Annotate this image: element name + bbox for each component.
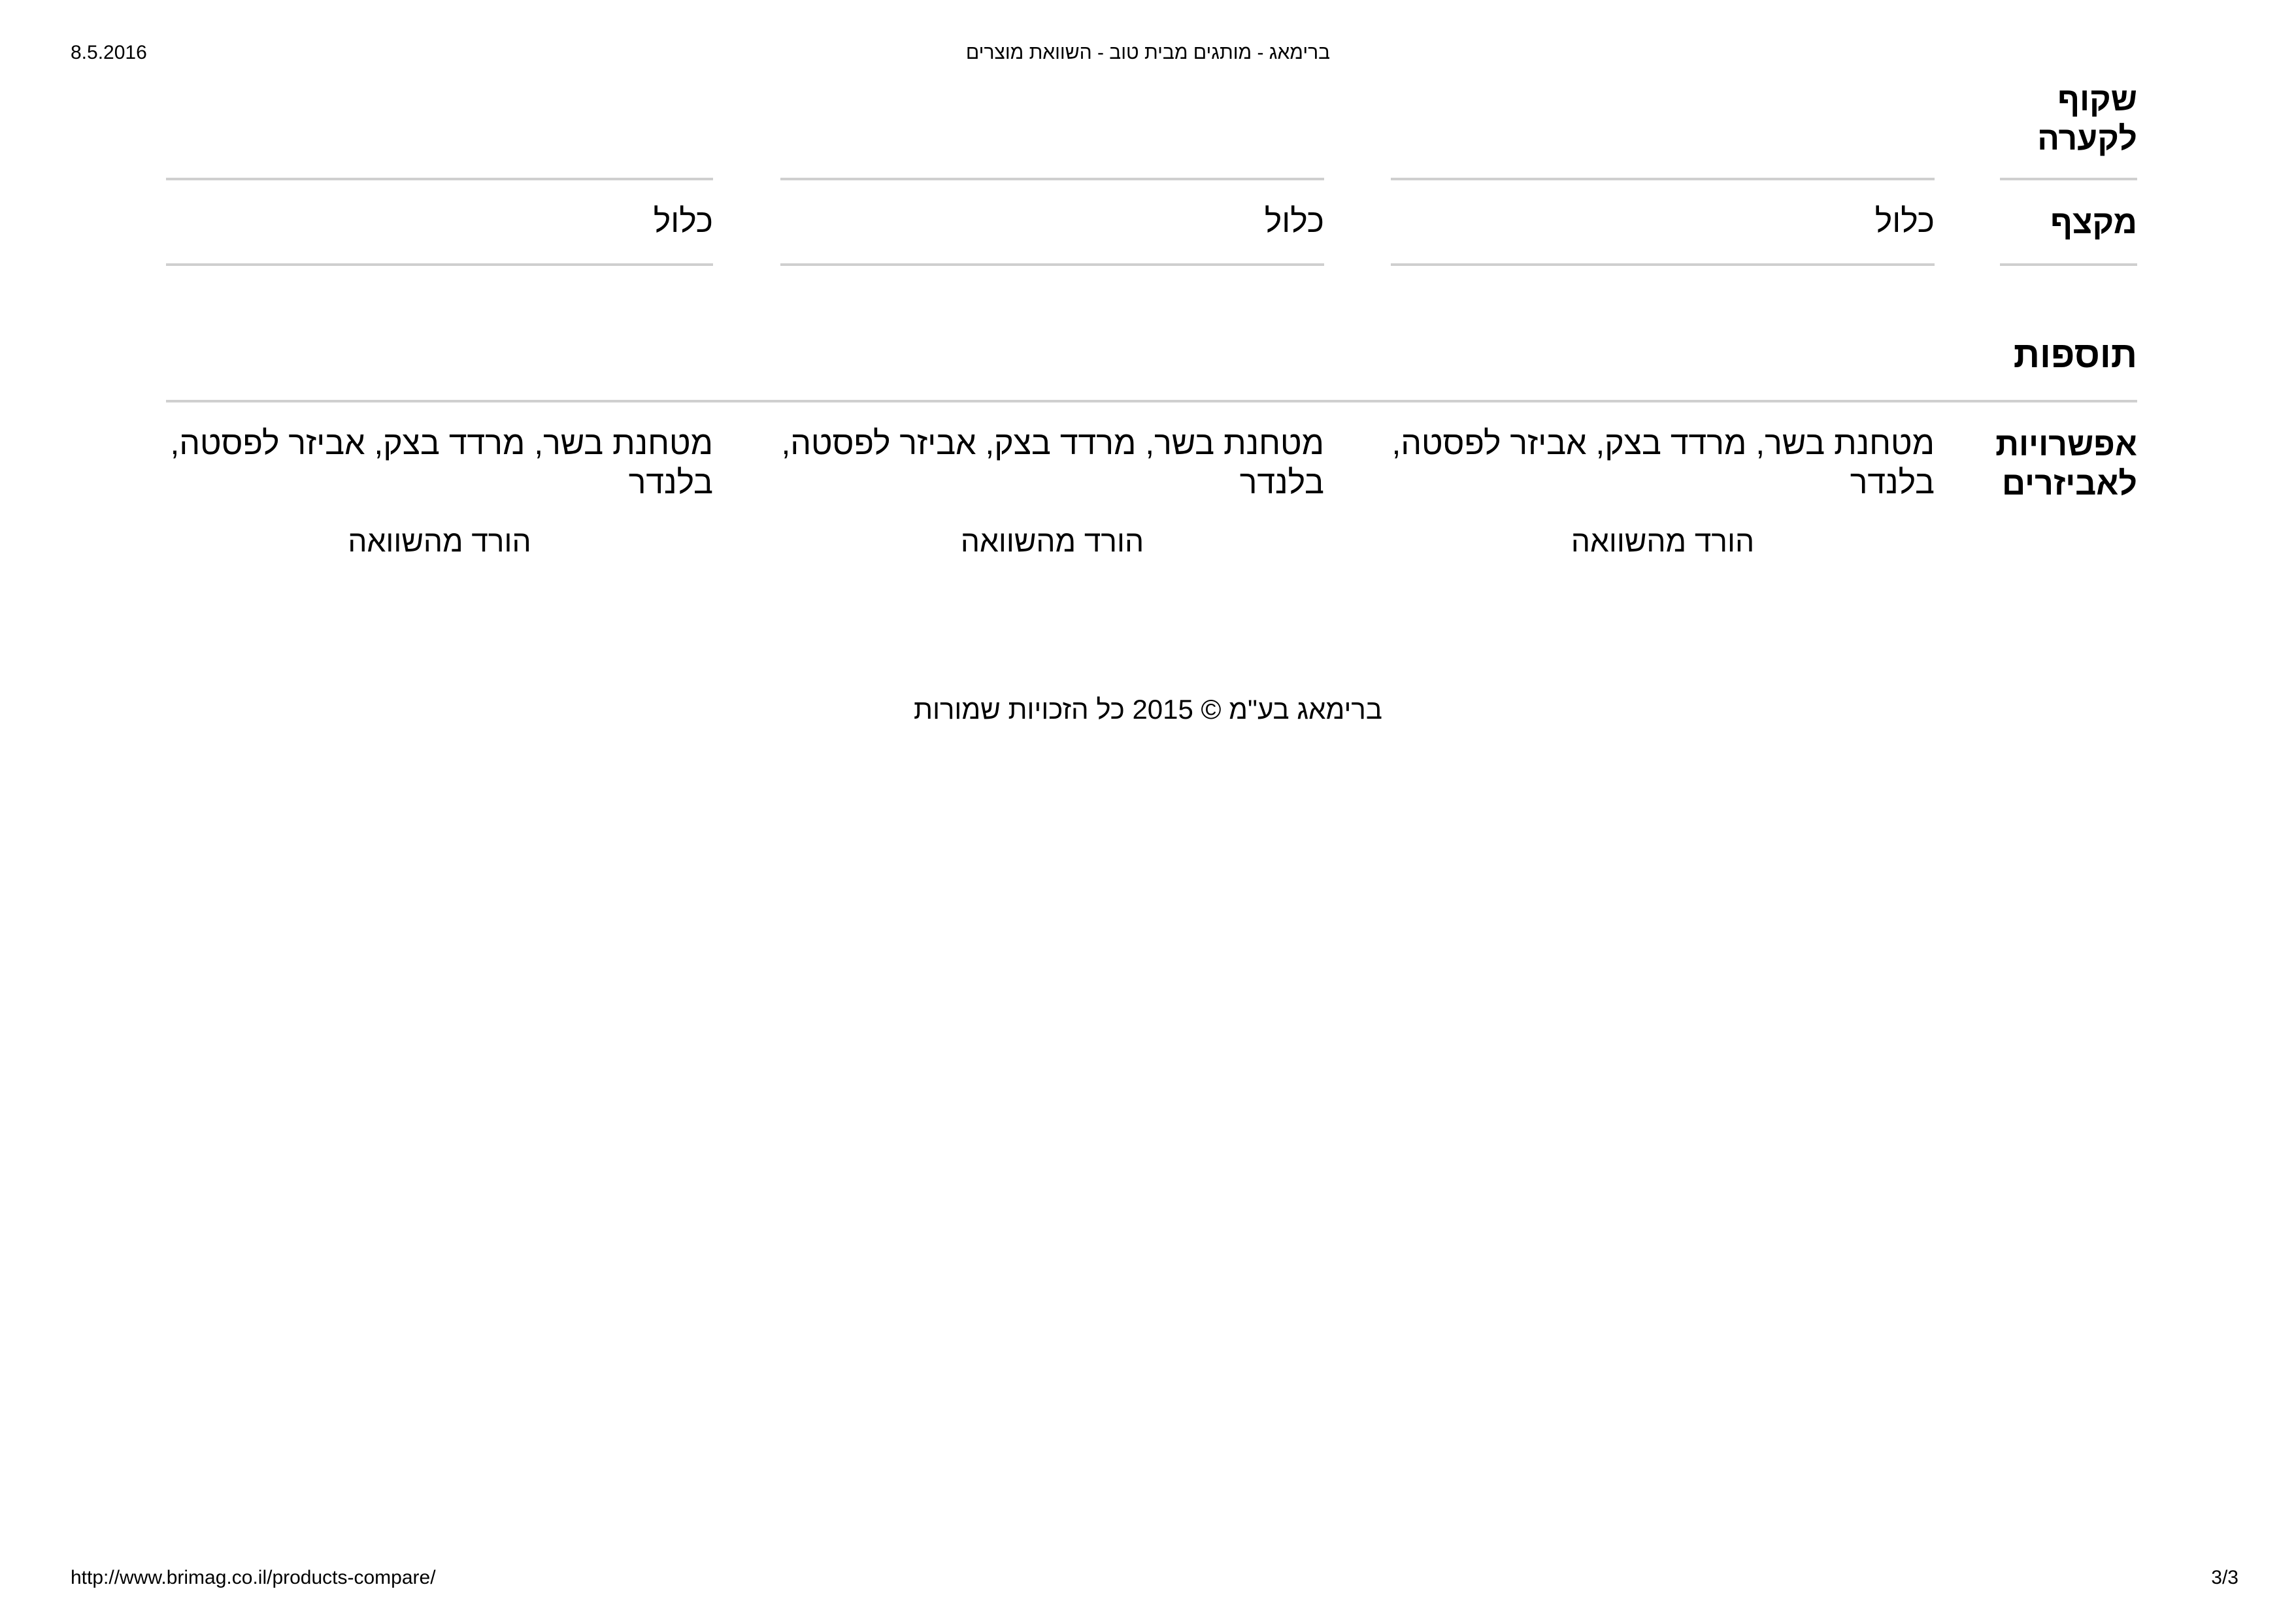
row-label-accessory-options: אפשרויות לאביזרים	[1995, 426, 2137, 502]
section-title-extras: תוספות	[2013, 334, 2137, 375]
print-page-title: ברימאג - מותגים מבית טוב - השוואת מוצרים	[965, 42, 1331, 63]
print-date: 8.5.2016	[71, 42, 147, 63]
row-divider	[2000, 263, 2137, 266]
row-divider	[2000, 178, 2137, 180]
row-divider	[1391, 178, 1935, 180]
row-label-whisk: מקצף	[2050, 204, 2137, 240]
cell-accessories-product-2: מטחנת בשר, מרדד בצק, אביזר לפסטה, בלנדר	[781, 425, 1324, 500]
section-divider	[166, 400, 2137, 402]
remove-from-compare-button-product-2[interactable]: הורד מהשוואה	[960, 524, 1144, 558]
row-divider	[1391, 263, 1935, 266]
print-url: http://www.brimag.co.il/products-compare/	[71, 1567, 436, 1588]
row-divider	[780, 178, 1324, 180]
row-label-transparent-bowl: שקוף לקערה	[2037, 81, 2137, 157]
cell-whisk-product-2: כלול	[1264, 203, 1324, 239]
cell-accessories-product-3: מטחנת בשר, מרדד בצק, אביזר לפסטה, בלנדר	[170, 425, 713, 500]
remove-from-compare-button-product-1[interactable]: הורד מהשוואה	[1571, 524, 1755, 558]
cell-accessories-product-1: מטחנת בשר, מרדד בצק, אביזר לפסטה, בלנדר	[1391, 425, 1935, 500]
row-divider	[166, 263, 713, 266]
cell-whisk-product-3: כלול	[653, 203, 713, 239]
print-page-number: 3/3	[2211, 1567, 2238, 1588]
row-divider	[780, 263, 1324, 266]
row-divider	[166, 178, 713, 180]
compare-table	[166, 78, 2137, 771]
remove-from-compare-button-product-3[interactable]: הורד מהשוואה	[348, 524, 531, 558]
cell-whisk-product-1: כלול	[1874, 203, 1935, 239]
copyright-notice: ברימאג בע"מ © 2015 כל הזכויות שמורות	[914, 694, 1382, 725]
